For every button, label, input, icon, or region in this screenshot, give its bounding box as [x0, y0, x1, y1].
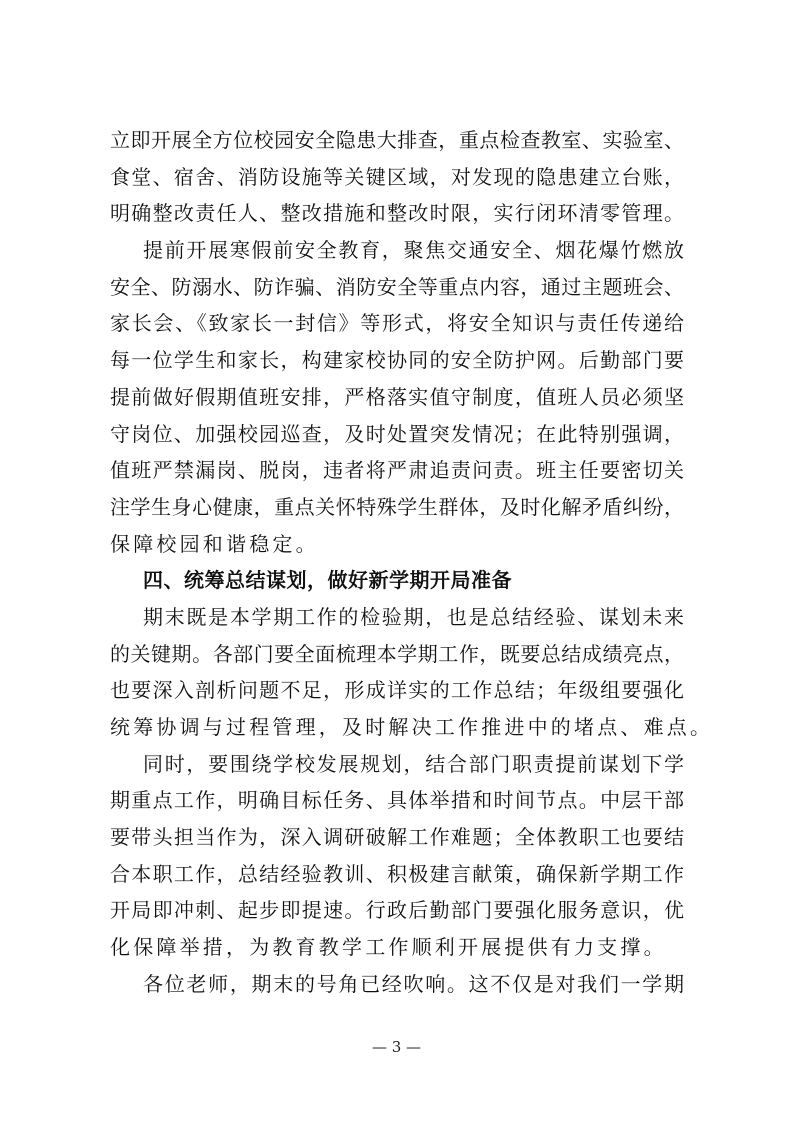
text-line: 各位老师，期末的号角已经吹响。这不仅是对我们一学期 — [143, 971, 684, 996]
text-line: 守岗位、加强校园巡查，及时处置突发情况；在此特别强调， — [110, 421, 684, 446]
text-line: 期重点工作，明确目标任务、具体举措和时间节点。中层干部 — [110, 788, 684, 813]
text-line: 立即开展全方位校园安全隐患大排查，重点检查教室、实验室、 — [110, 128, 684, 152]
text-line: 也要深入剖析问题不足，形成详实的工作总结；年级组要强化 — [110, 678, 684, 703]
text-line: 食堂、宿舍、消防设施等关键区域，对发现的隐患建立台账， — [110, 164, 684, 189]
text-line: 保障校园和谐稳定。 — [110, 531, 319, 556]
text-line: 注学生身心健康，重点关怀特殊学生群体，及时化解矛盾纠纷， — [110, 494, 684, 519]
page-number: — 3 — — [371, 1038, 422, 1056]
text-line: 的关键期。各部门要全面梳理本学期工作，既要总结成绩亮点， — [110, 641, 684, 666]
section-heading: 四、统筹总结谋划，做好新学期开局准备 — [143, 568, 512, 593]
text-line: 同时，要围绕学校发展规划，结合部门职责提前谋划下学 — [143, 751, 684, 776]
text-line: 化保障举措，为教育教学工作顺利开展提供有力支撑。 — [110, 935, 667, 960]
text-line: 合本职工作，总结经验教训、积极建言献策，确保新学期工作 — [110, 861, 684, 886]
text-line: 期末既是本学期工作的检验期，也是总结经验、谋划未来 — [143, 604, 684, 629]
text-line: 每一位学生和家长，构建家校协同的安全防护网。后勤部门要 — [110, 348, 684, 373]
text-line: 开局即冲刺、起步即提速。行政后勤部门要强化服务意识，优 — [110, 898, 684, 923]
text-line: 明确整改责任人、整改措施和整改时限，实行闭环清零管理。 — [110, 201, 684, 226]
document-body — [110, 122, 714, 1003]
text-line: 提前做好假期值班安排，严格落实值守制度，值班人员必须坚 — [110, 384, 684, 409]
text-line: 统筹协调与过程管理，及时解决工作推进中的堵点、难点。 — [110, 715, 714, 739]
text-line: 提前开展寒假前安全教育，聚焦交通安全、烟花爆竹燃放 — [143, 238, 684, 263]
text-line: 值班严禁漏岗、脱岗，违者将严肃追责问责。班主任要密切关 — [110, 458, 684, 483]
text-line: 安全、防溺水、防诈骗、消防安全等重点内容，通过主题班会、 — [110, 274, 684, 299]
text-line: 家长会、《致家长一封信》等形式，将安全知识与责任传递给 — [110, 311, 684, 336]
text-line: 要带头担当作为，深入调研破解工作难题；全体教职工也要结 — [110, 825, 684, 850]
